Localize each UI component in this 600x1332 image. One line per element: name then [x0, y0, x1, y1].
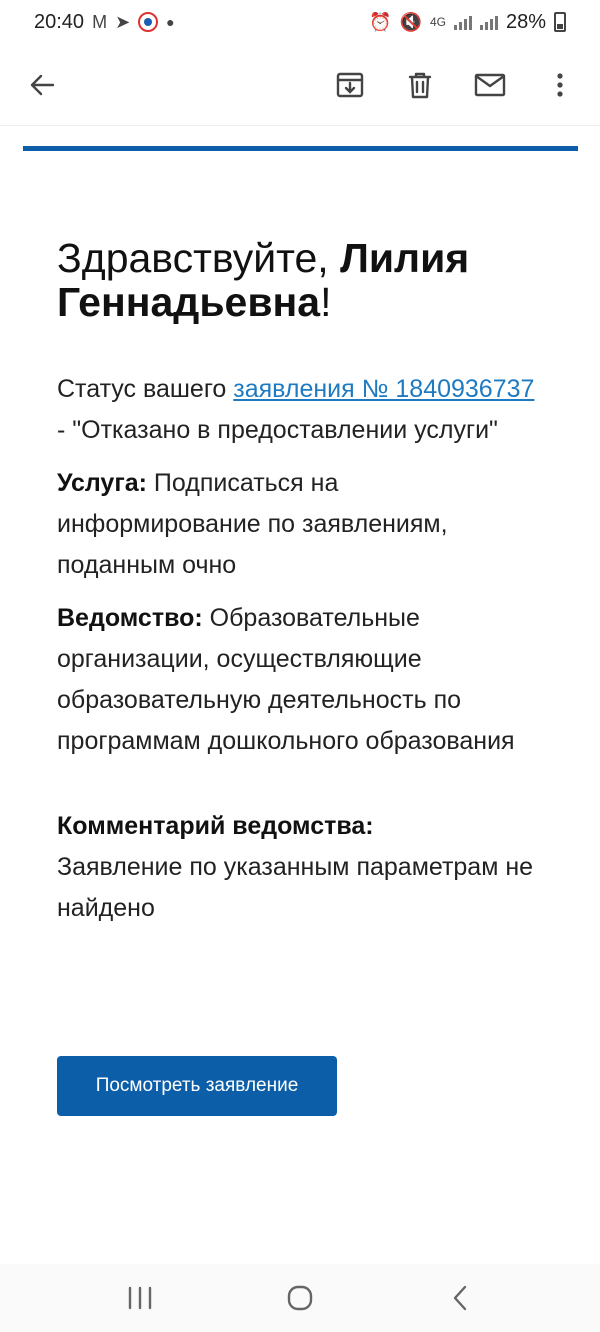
- header-rule: [23, 146, 578, 151]
- status-left: [34, 11, 175, 34]
- battery-percent: 28%: [505, 10, 546, 33]
- telegram-notification-icon: ➤: [115, 12, 131, 32]
- more-options-button[interactable]: [538, 63, 582, 107]
- service-paragraph: [57, 463, 547, 586]
- archive-button[interactable]: [328, 63, 372, 107]
- battery-icon: [554, 12, 566, 32]
- mute-icon: 🔇: [399, 12, 422, 32]
- home-button[interactable]: [270, 1274, 330, 1322]
- comment-label: Комментарий ведомства:: [57, 812, 374, 840]
- agency-paragraph: [57, 598, 547, 762]
- status-right: [369, 11, 566, 34]
- alarm-icon: ⏰: [369, 12, 392, 32]
- view-application-button[interactable]: Посмотреть заявление: [57, 1056, 337, 1116]
- network-type-label: 4G: [429, 15, 446, 29]
- mark-unread-button[interactable]: [468, 63, 512, 107]
- status-value: - "Отказано в предоставлении услуги": [57, 416, 498, 444]
- agency-value: Образовательные организации, осуществляющие образовательную деятельность по программам дошкольного образования: [57, 604, 515, 755]
- status-paragraph: [57, 369, 547, 451]
- archive-icon: [335, 70, 365, 100]
- more-vert-icon: [555, 70, 565, 100]
- greeting-prefix: Здравствуйте,: [57, 235, 341, 281]
- system-back-button[interactable]: [430, 1274, 490, 1322]
- back-button[interactable]: [20, 63, 64, 107]
- gosuslugi-notification-icon: [138, 12, 158, 32]
- spacer: [57, 774, 547, 806]
- mail-icon: [474, 70, 506, 100]
- signal-icon: [454, 14, 472, 30]
- recent-apps-icon: [126, 1286, 154, 1310]
- greeting-heading: [57, 236, 547, 324]
- system-navigation-bar: [0, 1264, 600, 1332]
- service-value: Подписаться на информирование по заявлениям, поданным очно: [57, 469, 448, 579]
- signal-icon-2: [480, 14, 498, 30]
- arrow-left-icon: [27, 70, 57, 100]
- recent-apps-button[interactable]: [110, 1274, 170, 1322]
- application-link[interactable]: заявления № 1840936737: [233, 375, 535, 403]
- recipient-name: Лилия Геннадьевна: [57, 235, 470, 325]
- gmail-notification-icon: M: [92, 12, 108, 32]
- status-bar: [0, 0, 600, 44]
- service-label: Услуга:: [57, 469, 147, 497]
- delete-button[interactable]: [398, 63, 442, 107]
- trash-icon: [405, 70, 435, 100]
- status-time: 20:40: [34, 10, 85, 33]
- chevron-left-icon: [450, 1284, 470, 1312]
- home-icon: [286, 1284, 314, 1312]
- email-body: [57, 236, 547, 941]
- comment-paragraph: [57, 806, 547, 929]
- comment-value: Заявление по указанным параметрам не найдено: [57, 853, 534, 922]
- greeting-suffix: !: [320, 279, 332, 325]
- more-notifications-icon: ●: [166, 14, 175, 30]
- toolbar-actions: [328, 63, 582, 107]
- email-toolbar: [0, 44, 600, 126]
- status-prefix: Статус вашего: [57, 375, 234, 403]
- agency-label: Ведомство:: [57, 604, 203, 632]
